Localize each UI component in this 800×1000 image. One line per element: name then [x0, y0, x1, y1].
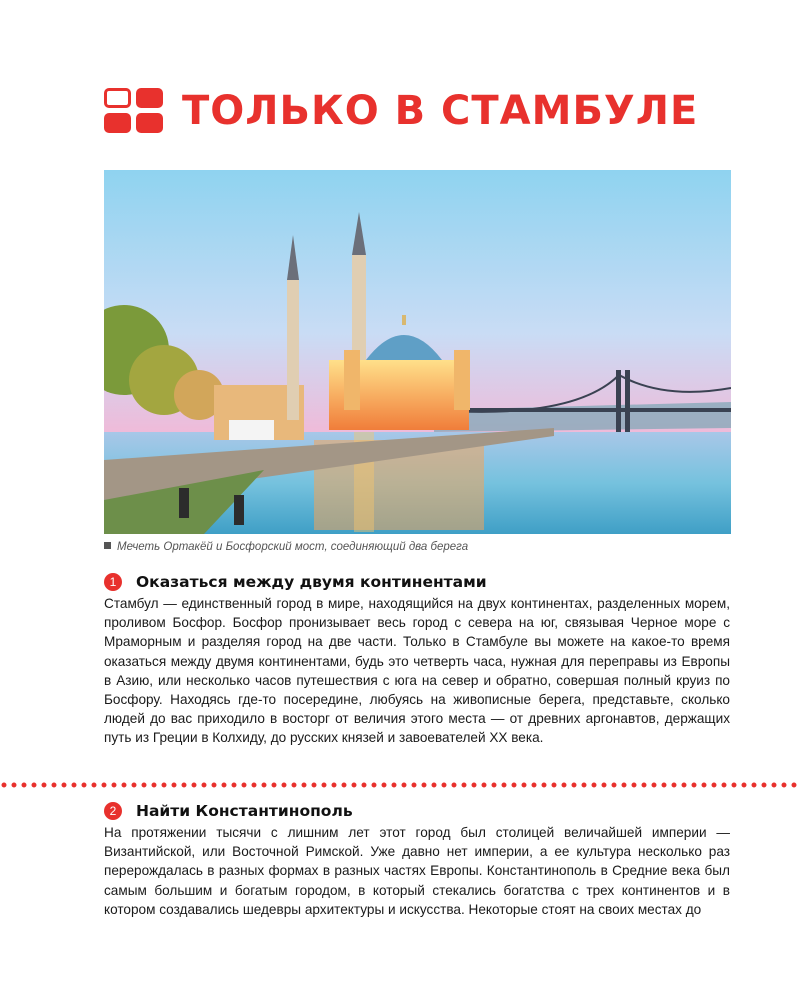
section-2: [104, 800, 730, 919]
section-title: Оказаться между двумя континентами: [136, 573, 487, 591]
section-title: Найти Константинополь: [136, 802, 353, 820]
caption-text: Мечеть Ортакёй и Босфорский мост, соединяющий два берега: [117, 541, 469, 553]
section-1: [104, 571, 730, 748]
grid-logo-icon: [104, 88, 164, 134]
section-body: Стамбул — единственный город в мире, находящийся на двух континентах, разделенных морем, проливом Босфор. Босфор пронизывает весь город с севера на юг, связывая Черное море с Мраморным и разделяя город на две части. Только в Стамбуле вы можете на какое-то время оказаться между двумя континентами, будь это четверть часа, нужная для переправы из Европы в Азию, или несколько часов путешествия с юга на север и обратно, совершая полный круиз по Босфору. Находясь где-то посередине, любуясь на живописные берега, представьте, сколько людей до вас приходило в восторг от величия этого места — от древних аргонавтов, держащих путь из Греции в Колхиду, до русских князей и завоевателей XX века.: [104, 596, 730, 746]
bullet-square-icon: [104, 542, 111, 549]
mosque-photo: [104, 170, 731, 534]
section-body: На протяжении тысячи с лишним лет этот город был столицей величайшей империи — Византийской, или Восточной Римской. Уже давно нет империи, а ее культура несколько раз перерождалась в разных формах в разных частях Европы. Константинополь в Средние века был самым большим и богатым городом, в который стекались богатства с трех континентов и в котором создавались шедевры архитектуры и искусства. Некоторые стоят на своих местах до: [104, 825, 730, 917]
photo-caption: [104, 541, 468, 553]
dotted-divider: [0, 781, 800, 789]
page-header: [104, 88, 698, 134]
section-number-badge: 2: [104, 802, 122, 820]
section-number-badge: 1: [104, 573, 122, 591]
page-title: ТОЛЬКО В СТАМБУЛЕ: [182, 88, 699, 134]
